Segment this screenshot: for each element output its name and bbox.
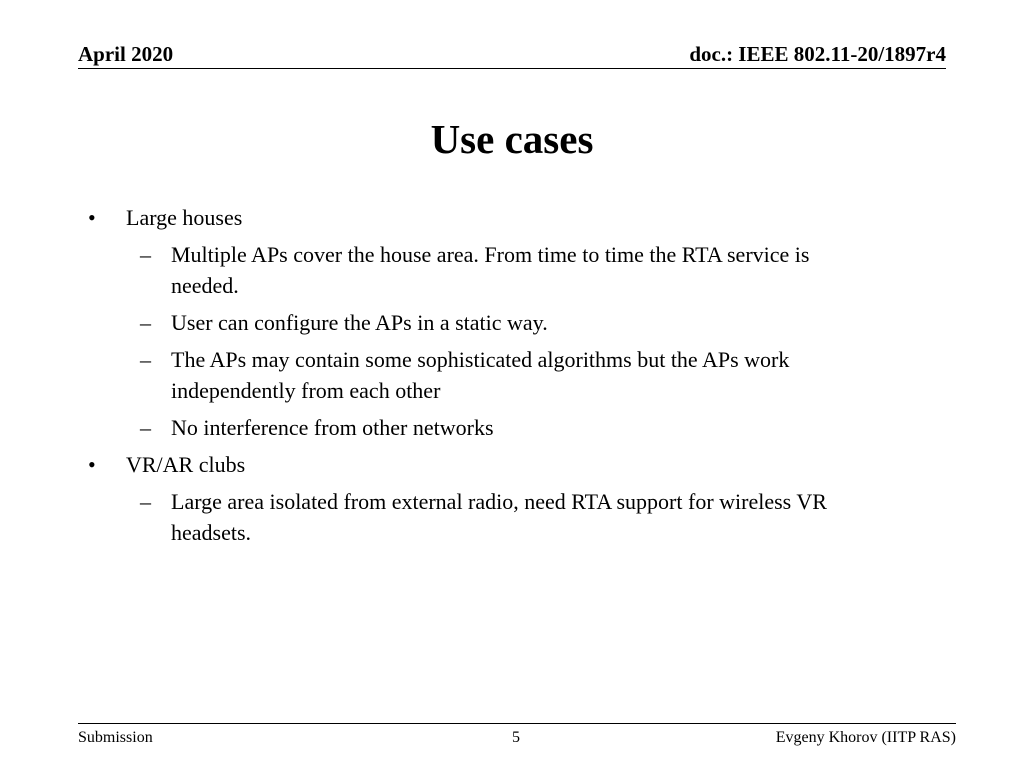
sub-bullet-text: No interference from other networks (171, 415, 494, 440)
sub-bullet-text: Large area isolated from external radio, need RTA support for wireless VR headsets. (171, 489, 827, 545)
sub-bullet-text: Multiple APs cover the house area. From time to time the RTA service is needed. (171, 242, 810, 298)
slide-body (84, 202, 944, 554)
bullet-vr-ar-clubs (84, 449, 944, 480)
bullet-text: Large houses (126, 205, 243, 230)
header-date: April 2020 (78, 42, 174, 66)
sub-bullet-text: User can configure the APs in a static way. (171, 310, 548, 335)
bullet-text: VR/AR clubs (126, 452, 246, 477)
sub-bullet-marker: – (140, 347, 151, 372)
sub-bullet (84, 344, 851, 406)
sub-bullet (84, 307, 851, 338)
sub-bullet-marker: – (140, 489, 151, 514)
sub-bullet-text: The APs may contain some sophisticated algorithms but the APs work independently from each other (171, 347, 790, 403)
header-divider (78, 68, 946, 69)
sub-bullet-marker: – (140, 310, 151, 335)
footer-submission: Submission (78, 729, 153, 746)
sub-bullet (84, 486, 851, 548)
sub-bullet-marker: – (140, 415, 151, 440)
slide-title: Use cases (430, 116, 594, 162)
page-number: 5 (512, 729, 520, 746)
sub-bullet-marker: – (140, 242, 151, 267)
bullet-marker: • (88, 452, 96, 477)
bullet-marker: • (88, 205, 96, 230)
sub-bullet (84, 239, 851, 301)
sub-bullet (84, 412, 851, 443)
bullet-large-houses (84, 202, 944, 233)
footer-divider (78, 723, 956, 724)
footer-author: Evgeny Khorov (IITP RAS) (775, 729, 956, 746)
header-doc-id: doc.: IEEE 802.11-20/1897r4 (689, 42, 946, 66)
